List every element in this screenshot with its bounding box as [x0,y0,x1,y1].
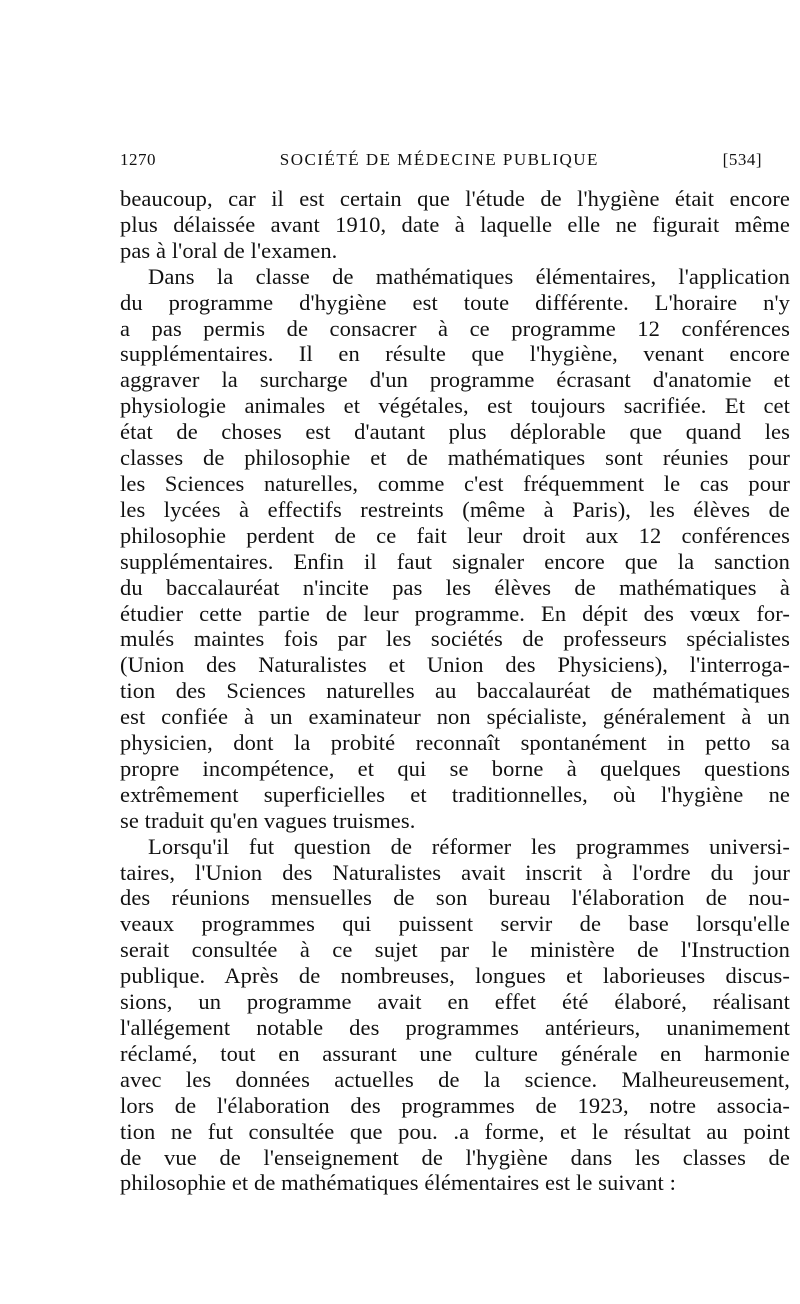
text-line: les Sciences naturelles, comme c'est fréquemment le cas pour [120,470,790,496]
text-line: plus délaissée avant 1910, date à laquelle elle ne figurait même [120,211,790,237]
text-line: classes de philosophie et de mathématiques sont réunies pour [120,445,790,471]
text-line: supplémentaires. Enfin il faut signaler encore que la sanction [120,548,790,574]
text-line: pas à l'oral de l'examen. [120,237,338,263]
text-line: avec les données actuelles de la science. Malheureusement, [120,1066,790,1092]
text-line: supplémentaires. Il en résulte que l'hygiène, venant encore [120,341,790,367]
text-line: sions, un programme avait en effet été élaboré, réalisant [120,989,790,1015]
text-line: (Union des Naturalistes et Union des Physiciens), l'interroga- [120,652,790,678]
text-line: physiologie animales et végétales, est toujours sacrifiée. Et cet [120,393,790,419]
text-line: philosophie et de mathématiques élémentaires est le suivant : [120,1170,676,1196]
text-line: propre incompétence, et qui se borne à quelques questions [120,755,790,781]
text-line: du programme d'hygiène est toute différente. L'horaire n'y [120,289,790,315]
text-line: beaucoup, car il est certain que l'étude de l'hygiène était encore [120,186,790,211]
text-line: philosophie perdent de ce fait leur droit aux 12 conférences [120,522,790,548]
document-page [120,150,790,1196]
text-line: veaux programmes qui puissent servir de base lorsqu'elle [120,911,790,937]
text-line: a pas permis de consacrer à ce programme 12 conférences [120,315,790,341]
text-line: tion ne fut consultée que pou. .a forme, et le résultat au point [120,1118,790,1144]
text-line: mulés maintes fois par les sociétés de professeurs spécialistes [120,626,790,652]
text-line: extrêmement superficielles et traditionnelles, où l'hygiène ne [120,781,790,807]
text-line: étudier cette partie de leur programme. En dépit des vœux for- [120,600,790,626]
text-line: physicien, dont la probité reconnaît spontanément in petto sa [120,730,790,756]
text-line: Dans la classe de mathématiques élémentaires, l'application [148,263,790,289]
text-line: tion des Sciences naturelles au baccalauréat de mathématiques [120,678,790,704]
journal-title: SOCIÉTÉ DE MÉDECINE PUBLIQUE [279,150,599,169]
running-header [120,150,790,186]
text-line: des réunions mensuelles de son bureau l'élaboration de nou- [120,885,790,911]
text-line: serait consultée à ce sujet par le ministère de l'Instruction [120,937,790,963]
text-line: réclamé, tout en assurant une culture générale en harmonie [120,1040,790,1066]
text-line: les lycées à effectifs restreints (même à Paris), les élèves de [120,496,790,522]
text-line: l'allégement notable des programmes antérieurs, unanimement [120,1015,790,1040]
text-line: état de choses est d'autant plus déplorable que quand les [120,419,790,445]
text-line: de vue de l'enseignement de l'hygiène dans les classes de [120,1144,790,1170]
text-line: lors de l'élaboration des programmes de 1923, notre associa- [120,1092,790,1118]
text-line: taires, l'Union des Naturalistes avait inscrit à l'ordre du jour [120,859,790,885]
text-line: aggraver la surcharge d'un programme écrasant d'anatomie et [120,367,790,393]
text-line: du baccalauréat n'incite pas les élèves de mathématiques à [120,574,790,600]
page-number: 1270 [120,150,156,169]
section-marker: [534] [722,150,762,169]
text-line: publique. Après de nombreuses, longues et laborieuses discus- [120,963,790,989]
body-text [120,186,790,1196]
text-line: est confiée à un examinateur non spécialiste, généralement à un [120,704,790,730]
text-line: se traduit qu'en vagues truismes. [120,807,416,833]
text-line: Lorsqu'il fut question de réformer les programmes universi- [148,833,790,859]
